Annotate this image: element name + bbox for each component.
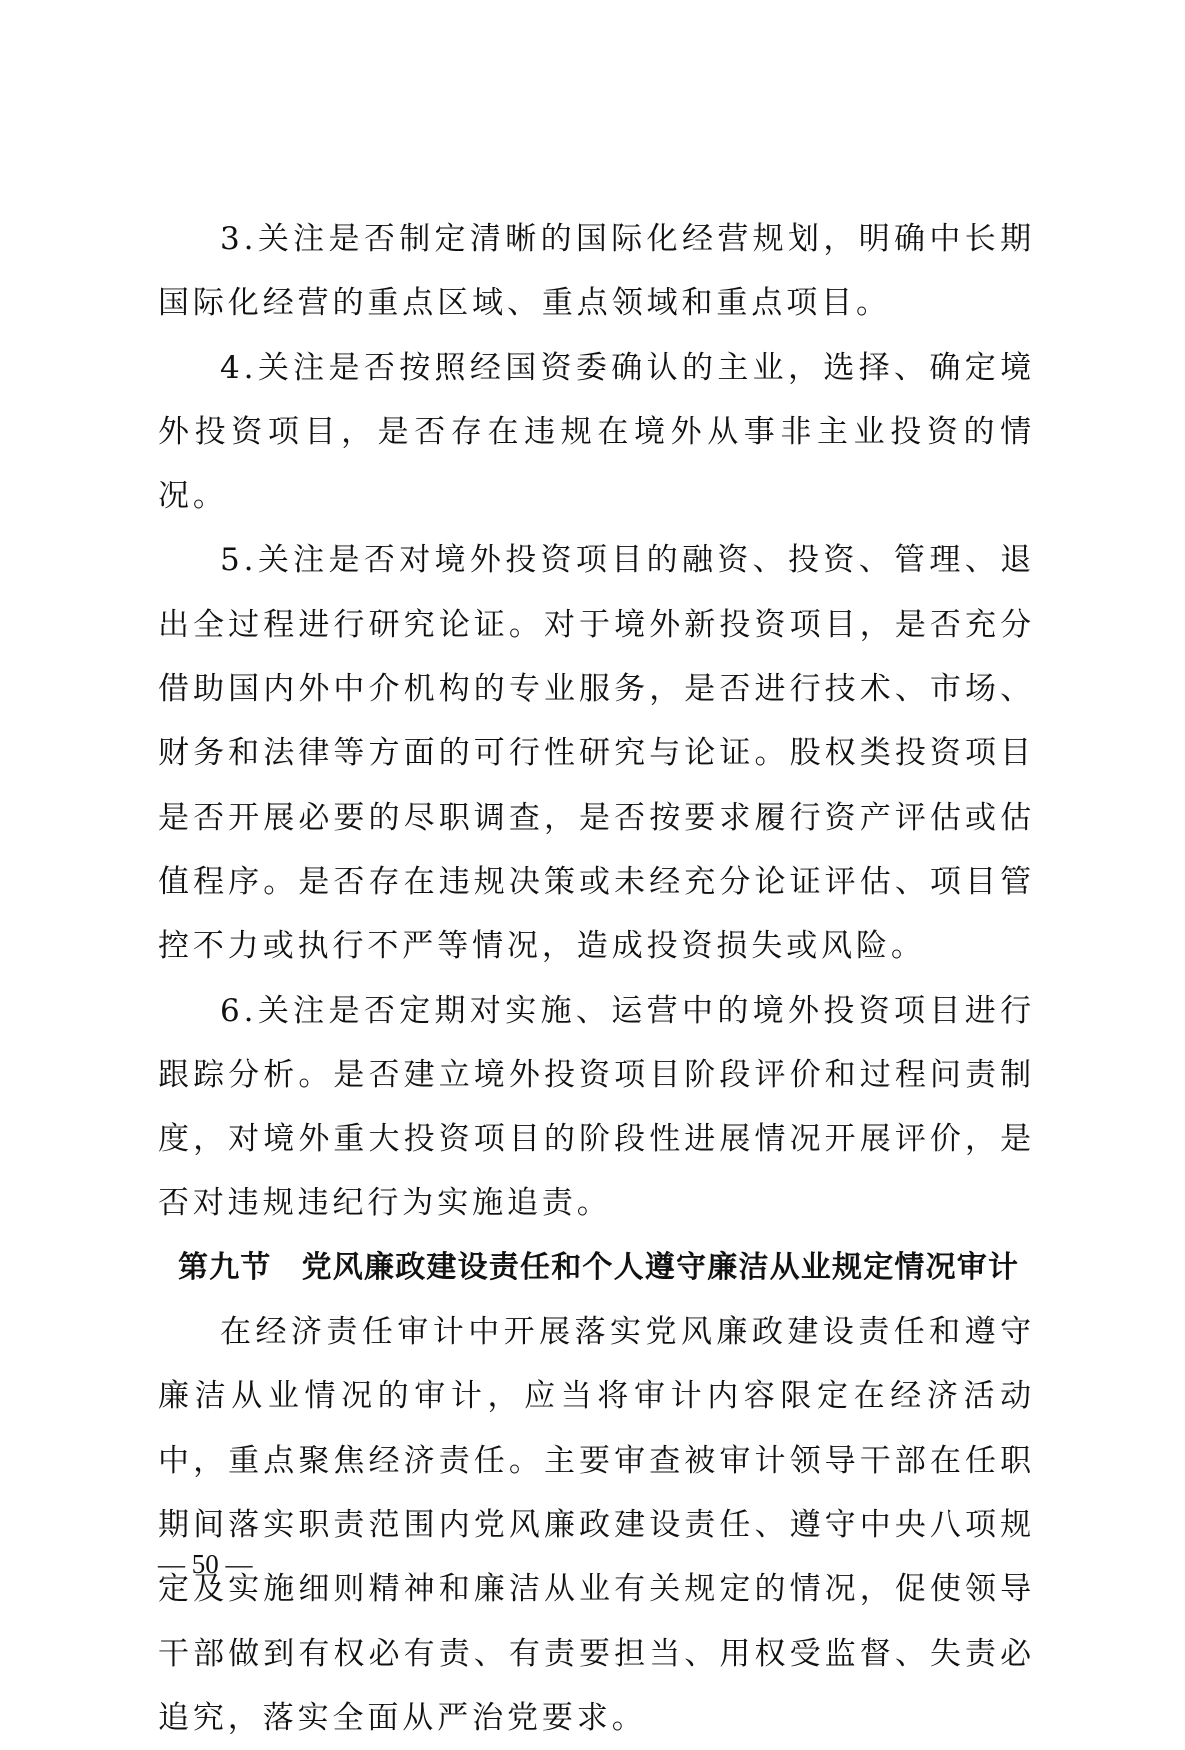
paragraph-item-5: 5.关注是否对境外投资项目的融资、投资、管理、退出全过程进行研究论证。对于境外新投资项目，是否充分借助国内外中介机构的专业服务，是否进行技术、市场、财务和法律等方面的可行性研究与论证。股权类投资项目是否开展必要的尽职调查，是否按要求履行资产评估或估值程序。是否存在违规决策或未经充分论证评估、项目管控不力或执行不严等情况，造成投资损失或风险。 [158, 542, 1035, 965]
page-number: — 50 — [158, 1549, 253, 1579]
paragraph-item-6: 6.关注是否定期对实施、运营中的境外投资项目进行跟踪分析。是否建立境外投资项目阶段评价和过程问责制度，对境外重大投资项目的阶段性进展情况开展评价，是否对违规违纪行为实施追责。 [158, 992, 1035, 1222]
section-heading [158, 1236, 1035, 1300]
section-title: 党风廉政建设责任和个人遵守廉洁从业规定情况审计 [301, 1249, 1020, 1285]
document-body [158, 207, 1035, 1750]
paragraph-item-4: 4.关注是否按照经国资委确认的主业，选择、确定境外投资项目，是否存在违规在境外从事非主业投资的情况。 [158, 349, 1035, 515]
section-number: 第九节 [178, 1249, 272, 1285]
paragraph-item-3: 3.关注是否制定清晰的国际化经营规划，明确中长期国际化经营的重点区域、重点领域和重点项目。 [158, 221, 1035, 322]
section-paragraph: 在经济责任审计中开展落实党风廉政建设责任和遵守廉洁从业情况的审计，应当将审计内容限定在经济活动中，重点聚焦经济责任。主要审查被审计领导干部在任职期间落实职责范围内党风廉政建设责任、遵守中央八项规定及实施细则精神和廉洁从业有关规定的情况，促使领导干部做到有权必有责、有责要担当、用权受监督、失责必追究，落实全面从严治党要求。 [158, 1314, 1035, 1736]
